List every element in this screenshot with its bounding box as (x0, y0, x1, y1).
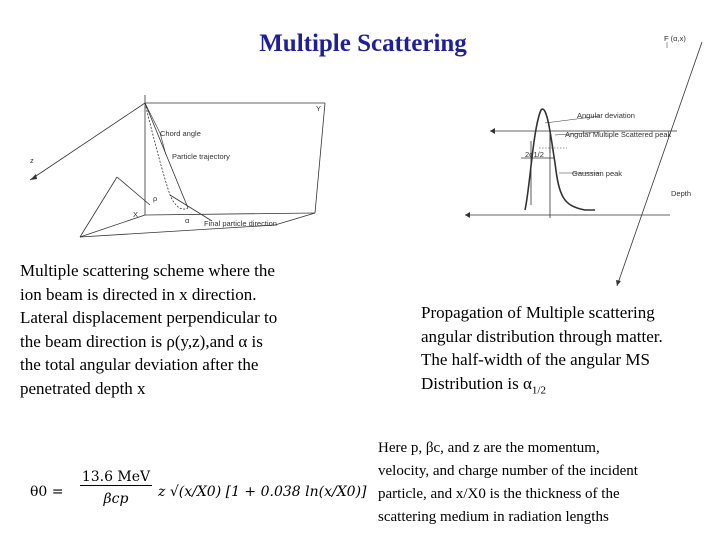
caption-subscript: 1/2 (531, 383, 546, 396)
alpha-label: α (185, 216, 190, 225)
caption-line: Propagation of Multiple scattering (421, 303, 655, 322)
caption-line: the total angular deviation after the (20, 355, 259, 374)
caption-prefix: Distribution is α (421, 373, 532, 393)
chord-angle-label: Chord angle (160, 129, 201, 138)
caption-line: The half-width of the angular MS (421, 350, 650, 369)
ams-peak-label: Angular Multiple Scattered peak (565, 130, 672, 139)
formula-lhs: θ0 = (30, 484, 64, 500)
caption-line: angular distribution through matter. (421, 326, 663, 346)
description-line: scattering medium in radiation lengths (378, 509, 609, 525)
z-axis-label: z (30, 156, 34, 165)
rho-label: ρ (153, 194, 158, 203)
formula-rest: z √(x/X0) [1 + 0.038 ln(x/X0)] (158, 484, 367, 500)
formula-denominator: βcp (103, 491, 129, 507)
description-line: Here p, βc, and z are the momentum, (378, 440, 600, 456)
gaussian-peak-label: Gaussian peak (572, 169, 623, 178)
f-function-label: F (α,x) (664, 34, 686, 43)
left-caption (20, 259, 350, 400)
description-line: velocity, and charge number of the incident (378, 463, 638, 479)
caption-line: Multiple scattering scheme where the (20, 261, 275, 280)
x-axis-label: X (133, 210, 139, 219)
angular-deviation-label: Angular deviation (577, 111, 635, 120)
scattering-scheme-diagram (20, 95, 350, 245)
bottom-description (378, 437, 713, 529)
y-axis-label: Y (316, 104, 322, 113)
caption-line (421, 372, 716, 403)
description-line: particle, and x/X0 is the thickness of the (378, 486, 620, 502)
particle-trajectory-label: Particle trajectory (172, 152, 230, 161)
final-direction-label: Final particle direction (204, 219, 277, 228)
highland-formula (30, 467, 367, 517)
caption-line: the beam direction is ρ(y,z),and α is (20, 331, 263, 351)
caption-line: Lateral displacement perpendicular to (20, 308, 278, 327)
depth-label: Depth (671, 189, 692, 198)
formula-numerator: 13.6 MeV (81, 469, 151, 485)
caption-line: penetrated depth x (20, 378, 146, 398)
angular-distribution-diagram (455, 28, 705, 288)
caption-line: ion beam is directed in x direction. (20, 284, 257, 304)
page-title: Multiple Scattering (259, 30, 467, 57)
right-caption (421, 301, 716, 402)
half-width-label: 2α1/2 (525, 150, 544, 159)
